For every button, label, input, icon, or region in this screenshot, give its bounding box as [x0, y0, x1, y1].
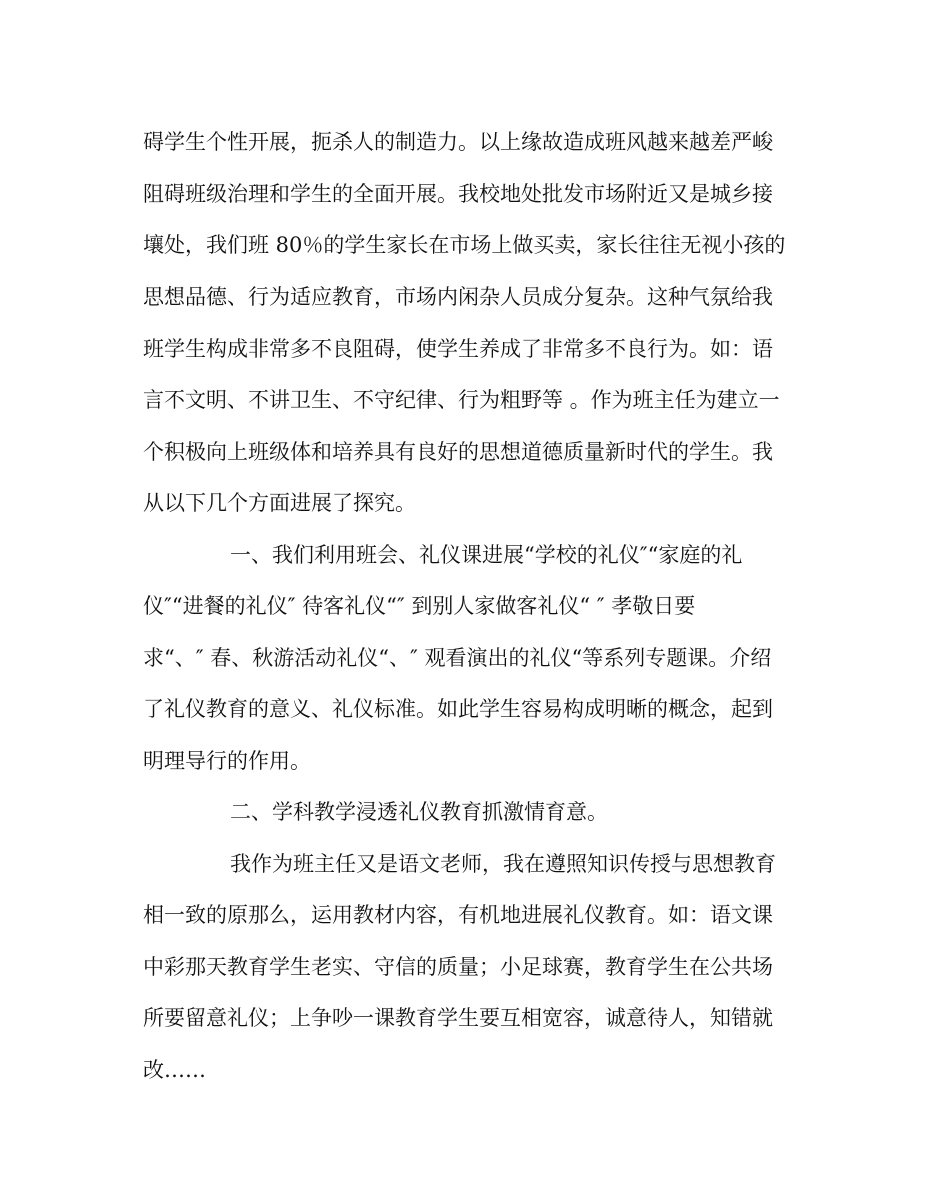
paragraph-start: 我作为班主任又是语文老师，我在遵照知识传授与思想教育 — [230, 852, 776, 876]
text-line: 仪″“进餐的礼仪″ 待客礼仪“″ 到别人家做客礼仪“ ″ 孝敬日要 — [143, 594, 696, 618]
text-line: 壤处，我们班 80％的学生家长在市场上做买卖，家长往往无视小孩的 — [143, 233, 786, 257]
text-line: 改…… — [143, 1058, 206, 1082]
text-line: 相一致的原那么，运用教材内容，有机地进展礼仪教育。如：语文课 — [143, 903, 773, 927]
text-line: 了礼仪教育的意义、礼仪标准。如此学生容易构成明晰的概念，起到 — [143, 697, 773, 721]
text-line: 从以下几个方面进展了探究。 — [143, 491, 416, 515]
text-line: 碍学生个性开展，扼杀人的制造力。以上缘故造成班风越来越差严峻 — [143, 130, 773, 154]
text-line: 班学生构成非常多不良阻碍，使学生养成了非常多不良行为。如：语 — [143, 337, 773, 361]
paragraph-heading: 二、学科教学浸透礼仪教育抓激情育意。 — [230, 800, 608, 824]
paragraph-heading: 一、我们利用班会、礼仪课进展“学校的礼仪″“家庭的礼 — [230, 543, 743, 567]
text-line: 中彩那天教育学生老实、守信的质量；小足球赛，教育学生在公共场 — [143, 955, 773, 979]
text-line: 个积极向上班级体和培养具有良好的思想道德质量新时代的学生。我 — [143, 440, 773, 464]
text-line: 阻碍班级治理和学生的全面开展。我校地处批发市场附近又是城乡接 — [143, 182, 773, 206]
text-line: 言不文明、不讲卫生、不守纪律、行为粗野等 。作为班主任为建立一 — [143, 388, 780, 412]
text-line: 所要留意礼仪；上争吵一课教育学生要互相宽容，诚意待人，知错就 — [143, 1006, 773, 1030]
text-line: 思想品德、行为适应教育，市场内闲杂人员成分复杂。这种气氛给我 — [143, 285, 773, 309]
text-line: 明理导行的作用。 — [143, 749, 311, 773]
text-line: 求“、″ 春、秋游活动礼仪“、″ 观看演出的礼仪“等系列专题课。介绍 — [143, 646, 772, 670]
